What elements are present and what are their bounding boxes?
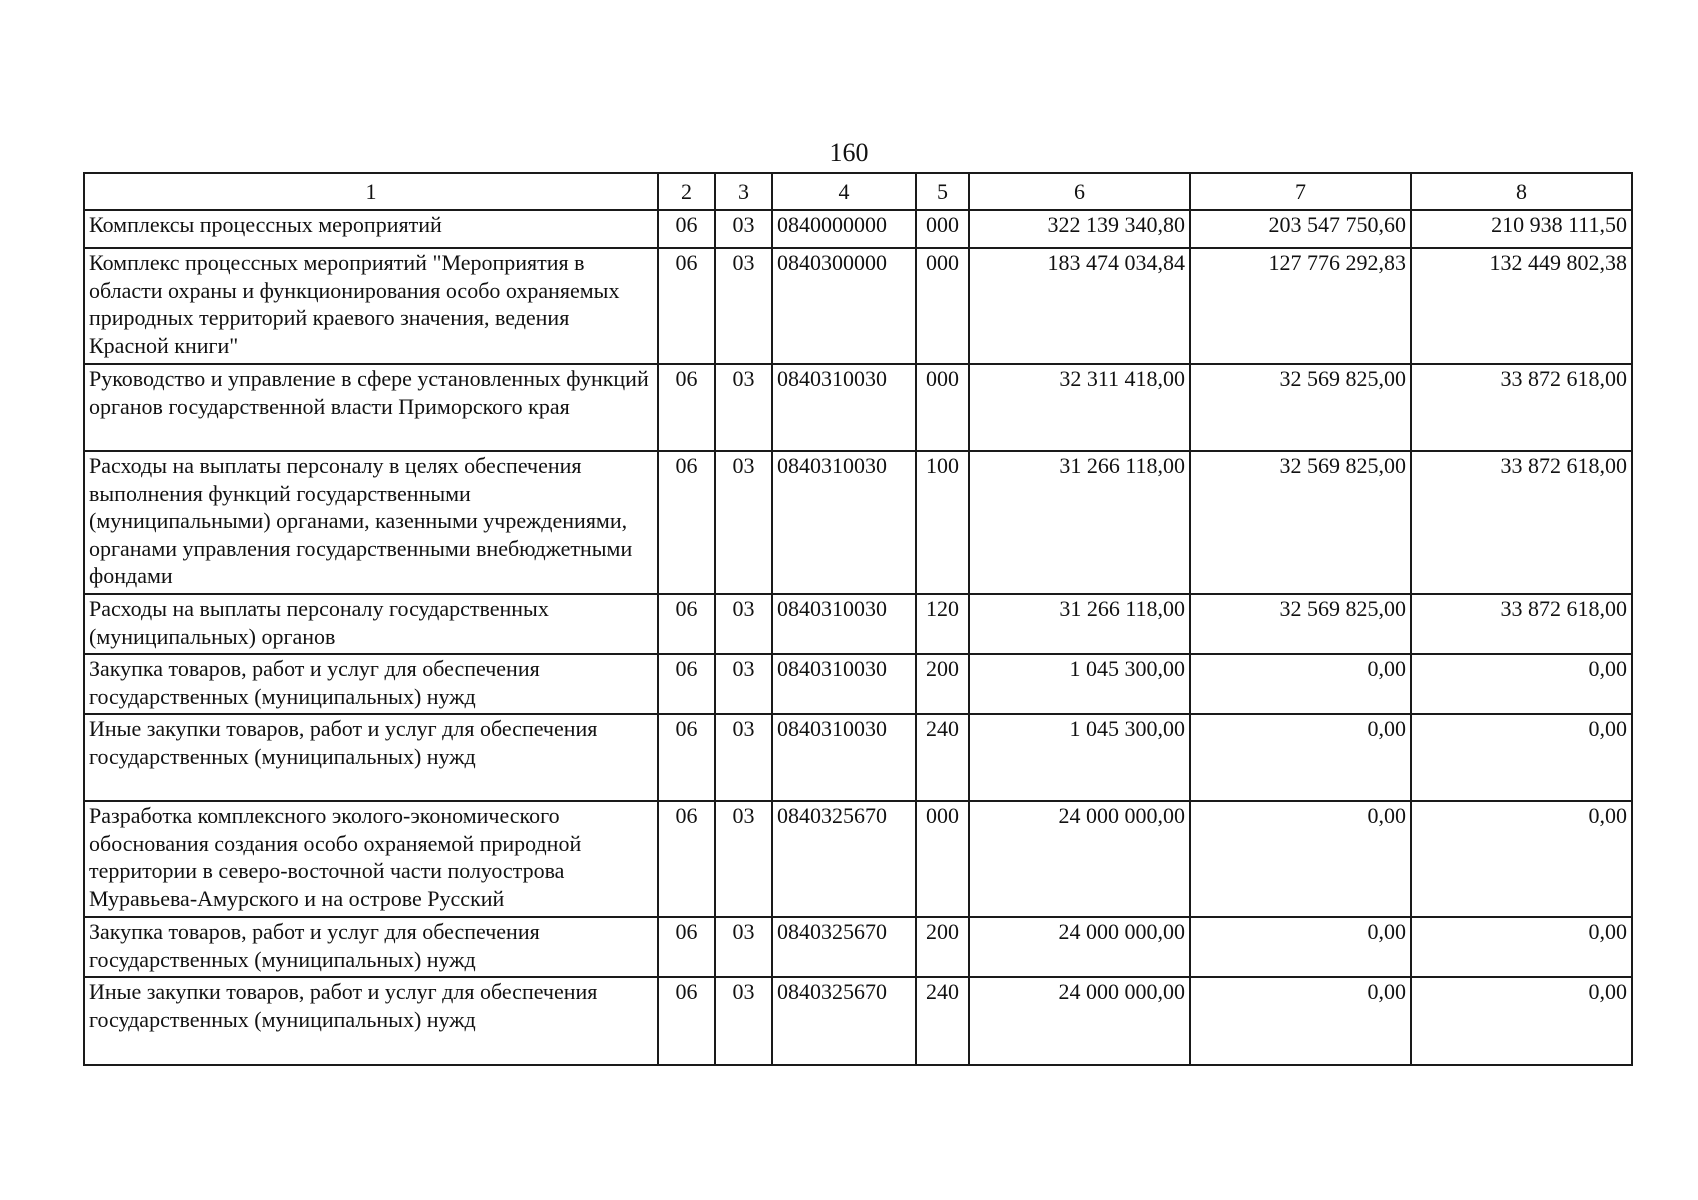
row-amount-col8: 0,00	[1411, 977, 1632, 1065]
row-name: Закупка товаров, работ и услуг для обеспечения государственных (муниципальных) нужд	[84, 917, 658, 977]
column-header: 7	[1190, 173, 1411, 210]
row-target-code: 0840310030	[772, 451, 916, 594]
row-amount-col6: 24 000 000,00	[969, 917, 1190, 977]
table-row	[84, 364, 1632, 451]
row-name: Комплексы процессных мероприятий	[84, 210, 658, 248]
header-row	[84, 173, 1632, 210]
row-expense-type-code: 000	[916, 210, 969, 248]
row-expense-type-code: 100	[916, 451, 969, 594]
row-amount-col7: 203 547 750,60	[1190, 210, 1411, 248]
row-section-code: 06	[658, 364, 715, 451]
page-number: 160	[829, 138, 869, 167]
row-subsection-code: 03	[715, 801, 772, 917]
row-subsection-code: 03	[715, 654, 772, 714]
table-row	[84, 451, 1632, 594]
row-amount-col7: 127 776 292,83	[1190, 248, 1411, 364]
table-row	[84, 594, 1632, 654]
row-subsection-code: 03	[715, 451, 772, 594]
row-amount-col8: 33 872 618,00	[1411, 451, 1632, 594]
column-header: 8	[1411, 173, 1632, 210]
row-target-code: 0840325670	[772, 917, 916, 977]
row-expense-type-code: 200	[916, 654, 969, 714]
row-amount-col7: 0,00	[1190, 801, 1411, 917]
row-amount-col6: 24 000 000,00	[969, 801, 1190, 917]
row-name: Расходы на выплаты персоналу государственных (муниципальных) органов	[84, 594, 658, 654]
column-header: 2	[658, 173, 715, 210]
row-amount-col6: 31 266 118,00	[969, 451, 1190, 594]
column-header: 1	[84, 173, 658, 210]
table-row	[84, 714, 1632, 801]
row-expense-type-code: 240	[916, 977, 969, 1065]
column-header: 5	[916, 173, 969, 210]
row-expense-type-code: 000	[916, 801, 969, 917]
column-header: 3	[715, 173, 772, 210]
row-name: Расходы на выплаты персоналу в целях обеспечения выполнения функций государственными (муниципальными) органами, казенными учреждениями, органами управления государственными внебюджетными фондами	[84, 451, 658, 594]
row-section-code: 06	[658, 248, 715, 364]
row-amount-col6: 31 266 118,00	[969, 594, 1190, 654]
column-header: 6	[969, 173, 1190, 210]
row-section-code: 06	[658, 714, 715, 801]
row-amount-col7: 0,00	[1190, 977, 1411, 1065]
row-section-code: 06	[658, 210, 715, 248]
row-section-code: 06	[658, 594, 715, 654]
row-section-code: 06	[658, 977, 715, 1065]
row-name: Руководство и управление в сфере установленных функций органов государственной власти Приморского края	[84, 364, 658, 451]
row-amount-col8: 210 938 111,50	[1411, 210, 1632, 248]
row-amount-col7: 0,00	[1190, 917, 1411, 977]
row-target-code: 0840325670	[772, 801, 916, 917]
row-subsection-code: 03	[715, 248, 772, 364]
table-row	[84, 210, 1632, 248]
row-target-code: 0840310030	[772, 364, 916, 451]
table-row	[84, 801, 1632, 917]
row-section-code: 06	[658, 451, 715, 594]
row-expense-type-code: 000	[916, 248, 969, 364]
row-amount-col6: 24 000 000,00	[969, 977, 1190, 1065]
table-row	[84, 248, 1632, 364]
table-row	[84, 917, 1632, 977]
column-header: 4	[772, 173, 916, 210]
row-subsection-code: 03	[715, 917, 772, 977]
table-row	[84, 654, 1632, 714]
row-target-code: 0840310030	[772, 654, 916, 714]
row-subsection-code: 03	[715, 364, 772, 451]
row-target-code: 0840325670	[772, 977, 916, 1065]
row-expense-type-code: 000	[916, 364, 969, 451]
row-amount-col6: 32 311 418,00	[969, 364, 1190, 451]
row-expense-type-code: 120	[916, 594, 969, 654]
row-target-code: 0840300000	[772, 248, 916, 364]
row-amount-col8: 0,00	[1411, 917, 1632, 977]
row-subsection-code: 03	[715, 210, 772, 248]
row-expense-type-code: 240	[916, 714, 969, 801]
row-subsection-code: 03	[715, 594, 772, 654]
row-amount-col6: 183 474 034,84	[969, 248, 1190, 364]
row-amount-col7: 0,00	[1190, 654, 1411, 714]
row-amount-col8: 0,00	[1411, 714, 1632, 801]
row-amount-col6: 1 045 300,00	[969, 654, 1190, 714]
row-amount-col8: 33 872 618,00	[1411, 594, 1632, 654]
row-subsection-code: 03	[715, 714, 772, 801]
row-name: Комплекс процессных мероприятий "Мероприятия в области охраны и функционирования особо охраняемых природных территорий краевого значения, ведения Красной книги"	[84, 248, 658, 364]
row-amount-col7: 32 569 825,00	[1190, 364, 1411, 451]
row-target-code: 0840310030	[772, 594, 916, 654]
row-section-code: 06	[658, 654, 715, 714]
row-amount-col8: 0,00	[1411, 654, 1632, 714]
row-amount-col7: 32 569 825,00	[1190, 594, 1411, 654]
row-amount-col8: 0,00	[1411, 801, 1632, 917]
table-row	[84, 977, 1632, 1065]
row-subsection-code: 03	[715, 977, 772, 1065]
row-name: Иные закупки товаров, работ и услуг для обеспечения государственных (муниципальных) нужд	[84, 714, 658, 801]
row-target-code: 0840000000	[772, 210, 916, 248]
row-name: Иные закупки товаров, работ и услуг для обеспечения государственных (муниципальных) нужд	[84, 977, 658, 1065]
row-amount-col6: 322 139 340,80	[969, 210, 1190, 248]
row-expense-type-code: 200	[916, 917, 969, 977]
row-name: Закупка товаров, работ и услуг для обеспечения государственных (муниципальных) нужд	[84, 654, 658, 714]
row-target-code: 0840310030	[772, 714, 916, 801]
row-amount-col8: 33 872 618,00	[1411, 364, 1632, 451]
row-amount-col7: 32 569 825,00	[1190, 451, 1411, 594]
row-section-code: 06	[658, 917, 715, 977]
row-amount-col7: 0,00	[1190, 714, 1411, 801]
row-section-code: 06	[658, 801, 715, 917]
row-amount-col8: 132 449 802,38	[1411, 248, 1632, 364]
row-amount-col6: 1 045 300,00	[969, 714, 1190, 801]
budget-table	[83, 172, 1633, 1066]
row-name: Разработка комплексного эколого-экономического обоснования создания особо охраняемой природной территории в северо-восточной части полуострова Муравьева-Амурского и на острове Русский	[84, 801, 658, 917]
